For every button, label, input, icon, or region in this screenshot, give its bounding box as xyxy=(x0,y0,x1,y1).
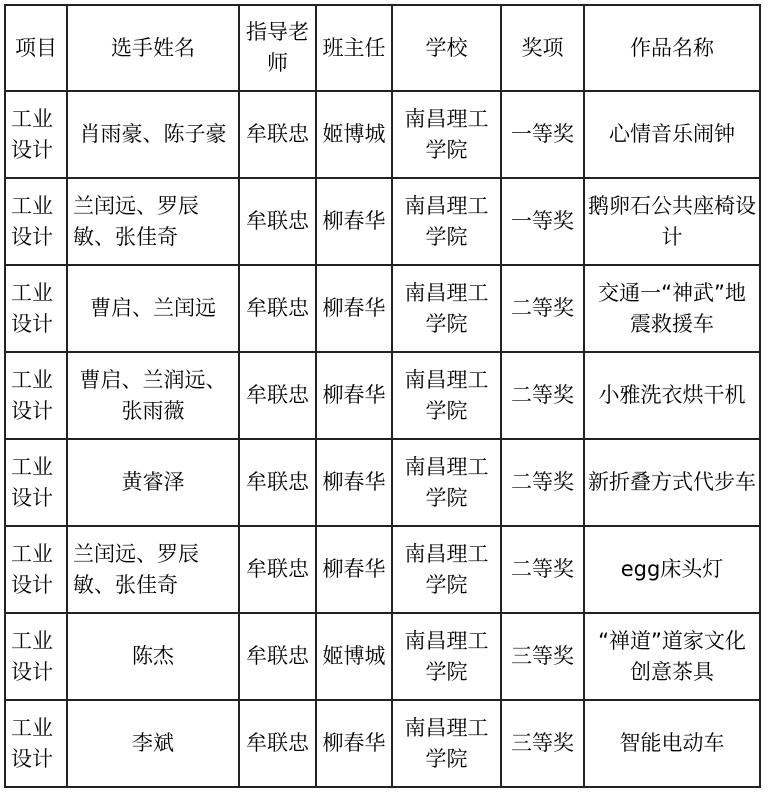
cell-project: 工业设计 xyxy=(5,91,67,178)
cell-school: 南昌理工学院 xyxy=(392,178,501,265)
cell-school: 南昌理工学院 xyxy=(392,526,501,613)
cell-class-teacher: 姬博城 xyxy=(316,613,392,700)
cell-school: 南昌理工学院 xyxy=(392,352,501,439)
cell-class-teacher: 柳春华 xyxy=(316,178,392,265)
cell-instructor: 牟联忠 xyxy=(239,265,316,352)
cell-instructor: 牟联忠 xyxy=(239,700,316,787)
table-row xyxy=(5,265,760,352)
header-class-teacher: 班主任 xyxy=(316,5,392,91)
cell-work-title: “禅道”道家文化创意茶具 xyxy=(584,613,760,700)
cell-instructor: 牟联忠 xyxy=(239,178,316,265)
cell-contestants: 曹启、兰润远、张雨薇 xyxy=(67,352,239,439)
header-school: 学校 xyxy=(392,5,501,91)
cell-project: 工业设计 xyxy=(5,526,67,613)
table-row xyxy=(5,352,760,439)
cell-project: 工业设计 xyxy=(5,352,67,439)
cell-school: 南昌理工学院 xyxy=(392,265,501,352)
cell-award: 一等奖 xyxy=(501,91,584,178)
cell-instructor: 牟联忠 xyxy=(239,439,316,526)
cell-school: 南昌理工学院 xyxy=(392,613,501,700)
cell-work-title: 心情音乐闹钟 xyxy=(584,91,760,178)
cell-instructor: 牟联忠 xyxy=(239,613,316,700)
cell-class-teacher: 姬博城 xyxy=(316,91,392,178)
cell-contestants: 兰闰远、罗辰敏、张佳奇 xyxy=(67,178,239,265)
cell-class-teacher: 柳春华 xyxy=(316,265,392,352)
cell-contestants: 陈杰 xyxy=(67,613,239,700)
cell-class-teacher: 柳春华 xyxy=(316,700,392,787)
cell-instructor: 牟联忠 xyxy=(239,526,316,613)
cell-project: 工业设计 xyxy=(5,700,67,787)
cell-contestants: 兰闰远、罗辰敏、张佳奇 xyxy=(67,526,239,613)
table-row xyxy=(5,526,760,613)
table-row xyxy=(5,613,760,700)
cell-work-title: 小雅洗衣烘干机 xyxy=(584,352,760,439)
header-contestant-names: 选手姓名 xyxy=(67,5,239,91)
table-header xyxy=(5,5,760,91)
header-work-title: 作品名称 xyxy=(584,5,760,91)
cell-school: 南昌理工学院 xyxy=(392,91,501,178)
cell-award: 三等奖 xyxy=(501,613,584,700)
cell-school: 南昌理工学院 xyxy=(392,439,501,526)
cell-class-teacher: 柳春华 xyxy=(316,526,392,613)
cell-instructor: 牟联忠 xyxy=(239,91,316,178)
cell-work-title: egg床头灯 xyxy=(584,526,760,613)
cell-award: 一等奖 xyxy=(501,178,584,265)
cell-class-teacher: 柳春华 xyxy=(316,439,392,526)
cell-award: 二等奖 xyxy=(501,526,584,613)
table-row xyxy=(5,178,760,265)
header-instructor: 指导老师 xyxy=(239,5,316,91)
header-award: 奖项 xyxy=(501,5,584,91)
header-row xyxy=(5,5,760,91)
table-body xyxy=(5,91,760,787)
table-row xyxy=(5,700,760,787)
cell-award: 二等奖 xyxy=(501,352,584,439)
cell-project: 工业设计 xyxy=(5,439,67,526)
cell-work-title: 交通一“神武”地震救援车 xyxy=(584,265,760,352)
cell-project: 工业设计 xyxy=(5,613,67,700)
table-row xyxy=(5,439,760,526)
cell-contestants: 曹启、兰闰远 xyxy=(67,265,239,352)
cell-contestants: 黄睿泽 xyxy=(67,439,239,526)
cell-contestants: 肖雨豪、陈子豪 xyxy=(67,91,239,178)
cell-school: 南昌理工学院 xyxy=(392,700,501,787)
cell-class-teacher: 柳春华 xyxy=(316,352,392,439)
cell-project: 工业设计 xyxy=(5,265,67,352)
cell-contestants: 李斌 xyxy=(67,700,239,787)
cell-project: 工业设计 xyxy=(5,178,67,265)
table-row xyxy=(5,91,760,178)
cell-work-title: 新折叠方式代步车 xyxy=(584,439,760,526)
cell-award: 三等奖 xyxy=(501,700,584,787)
header-project: 项目 xyxy=(5,5,67,91)
cell-work-title: 鹅卵石公共座椅设计 xyxy=(584,178,760,265)
cell-instructor: 牟联忠 xyxy=(239,352,316,439)
cell-award: 二等奖 xyxy=(501,439,584,526)
awards-table xyxy=(4,4,761,788)
cell-work-title: 智能电动车 xyxy=(584,700,760,787)
cell-award: 二等奖 xyxy=(501,265,584,352)
